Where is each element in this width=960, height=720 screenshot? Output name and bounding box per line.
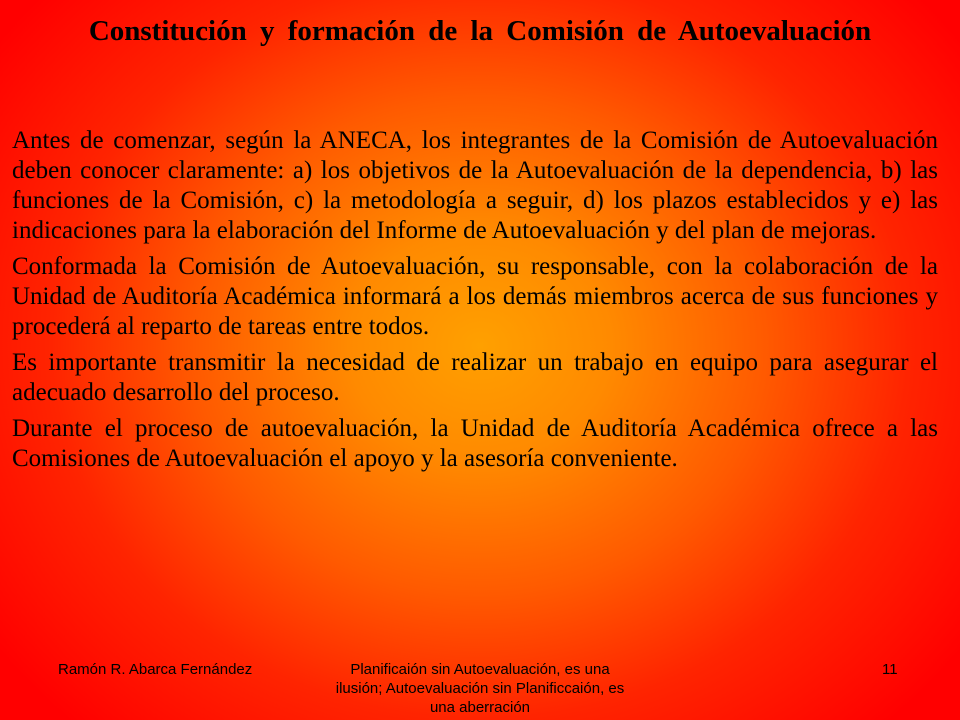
slide-title: Constitución y formación de la Comisión de Autoevaluación <box>88 15 872 47</box>
slide-body <box>12 126 938 480</box>
paragraph-3: Es importante transmitir la necesidad de realizar un trabajo en equipo para asegurar el adecuado desarrollo del proceso. <box>12 349 938 406</box>
footer-motto: Planificaión sin Autoevaluación, es una ilusión; Autoevaluación sin Planificcaión, es una aberración <box>335 661 625 716</box>
paragraph-4: Durante el proceso de autoevaluación, la Unidad de Auditoría Académica ofrece a las Comisiones de Autoevaluación el apoyo y la asesoría conveniente. <box>12 415 938 472</box>
footer-author: Ramón R. Abarca Fernández <box>58 661 253 678</box>
paragraph-2: Conformada la Comisión de Autoevaluación, su responsable, con la colaboración de la Unidad de Auditoría Académica informará a los demás miembros acerca de sus funciones y procederá al reparto de tareas entre todos. <box>12 253 938 340</box>
page-number: 11 <box>882 661 898 678</box>
paragraph-1: Antes de comenzar, según la ANECA, los integrantes de la Comisión de Autoevaluación deben conocer claramente: a) los objetivos de la Autoevaluación de la dependencia, b) las funciones de la Comisión, c) la metodología a seguir, d) los plazos establecidos y e) las indicaciones para la elaboración del Informe de Autoevaluación y del plan de mejoras. <box>12 127 938 244</box>
